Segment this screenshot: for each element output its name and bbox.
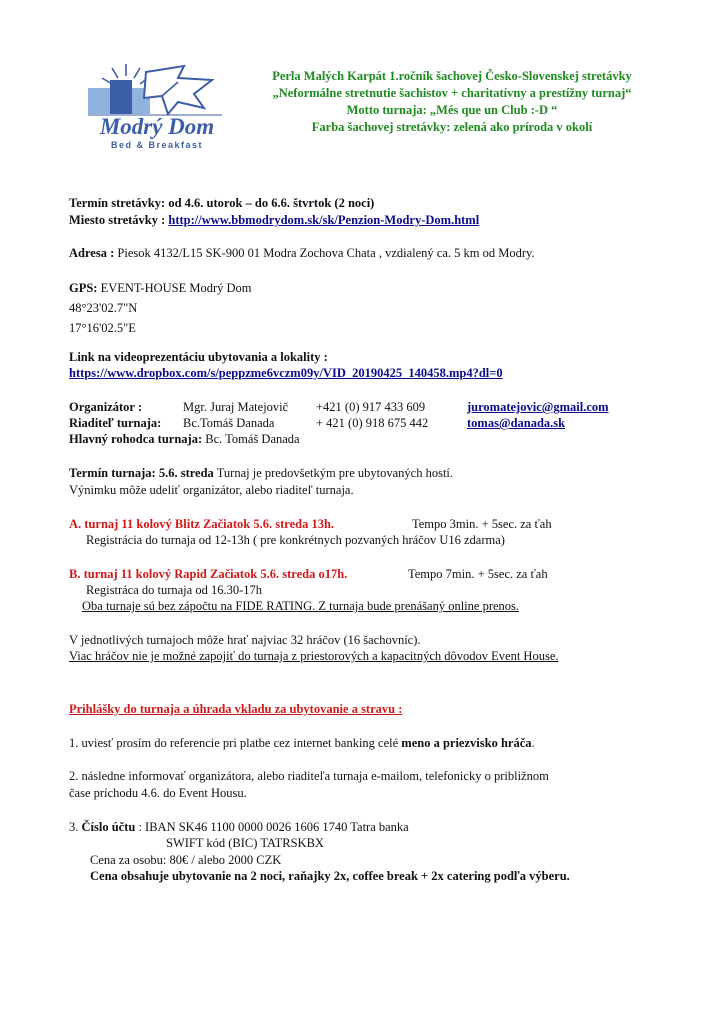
director-email[interactable]: tomas@danada.sk [467, 416, 566, 430]
place-link[interactable]: http://www.bbmodrydom.sk/sk/Penzion-Modry-Dom.html [168, 213, 480, 227]
tournament-term-label: Termín turnaja: [69, 466, 156, 480]
registration-step-2-line-1: 2. následne informovať organizátora, alebo riaditeľa turnaja e-mailom, telefonicky o približnom [69, 769, 549, 783]
organizer-phone: +421 (0) 917 433 609 [316, 400, 426, 414]
tournament-b-line [69, 567, 347, 582]
address-line [69, 246, 535, 261]
header-line-1: Perla Malých Karpát 1.ročník šachovej Česko-Slovenskej stretávky [272, 69, 632, 83]
logo-tagline: Bed & Breakfast [110, 140, 204, 150]
tournament-a-line [69, 517, 334, 532]
address-value: Piesok 4132/L15 SK-900 01 Modra Zochova Chata , vzdialený ca. 5 km od Modry. [114, 246, 535, 260]
step-1-text: 1. uviesť prosím do referencie pri platbe cez internet banking celé [69, 736, 402, 750]
capacity-line-1: V jednotlivých turnajoch môže hrať najviac 32 hráčov (16 šachovníc). [69, 633, 421, 647]
header [232, 68, 672, 136]
header-line-2: „Neformálne stretnutie šachistov + charitatívny a prestížny turnaj“ [272, 86, 632, 100]
capacity-line-2: Viac hráčov nie je možné zapojiť do turnaja z priestorových a kapacitných dôvodov Event House. [69, 649, 559, 663]
logo [86, 58, 226, 154]
step-3-label: Číslo účtu [81, 820, 136, 834]
registration-heading: Prihlášky do turnaja a úhrada vkladu za ubytovanie a stravu : [69, 702, 403, 716]
director-label: Riaditeľ turnaja: [69, 416, 162, 430]
registration-step-2-line-2: čase príchodu 4.6. do Event Housu. [69, 786, 247, 800]
arbiter-line [69, 432, 300, 447]
tournament-b-tempo: Tempo 7min. + 5sec. za ťah [408, 567, 548, 581]
tournament-term-line [69, 466, 453, 481]
tournament-term-note2: Výnimku môže udeliť organizátor, alebo riaditeľ turnaja. [69, 483, 354, 497]
registration-step-1 [69, 736, 535, 751]
step-3-iban: : IBAN SK46 1100 0000 0026 1606 1740 Tatra banka [135, 820, 409, 834]
header-line-4: Farba šachovej stretávky: zelená ako príroda v okolí [311, 120, 593, 134]
director-name: Bc.Tomáš Danada [183, 416, 275, 430]
arbiter-label: Hlavný rohodca turnaja: [69, 432, 203, 446]
tournament-b-note: Oba turnaje sú bez zápočtu na FIDE RATING. Z turnaja bude prenášaný online prenos. [82, 599, 520, 613]
organizer-label: Organizátor : [69, 400, 143, 414]
term-value: od 4.6. utorok – do 6.6. štvrtok (2 noci) [165, 196, 375, 210]
tournament-b-title: B. turnaj 11 kolový Rapid Začiatok 5.6. streda o17h. [69, 567, 348, 581]
organizer-name: Mgr. Juraj Matejovič [183, 400, 289, 414]
tournament-b-registration: Registráca do turnaja od 16.30-17h [86, 583, 262, 597]
logo-name: Modrý Dom [99, 114, 215, 139]
organizer-email[interactable]: juromatejovic@gmail.com [467, 400, 609, 414]
tournament-a-title: A. turnaj 11 kolový Blitz Začiatok 5.6. streda 13h. [69, 517, 335, 531]
step-3-num: 3. [69, 820, 82, 834]
tournament-a-tempo: Tempo 3min. + 5sec. za ťah [412, 517, 552, 531]
price-includes: Cena obsahuje ubytovanie na 2 noci, raňajky 2x, coffee break + 2x catering podľa výberu. [90, 869, 570, 883]
header-line-3: Motto turnaja: „Més que un Club :-D “ [346, 103, 558, 117]
tournament-term-value: 5.6. streda [155, 466, 214, 480]
video-label: Link na videoprezentáciu ubytovania a lokality : [69, 350, 328, 364]
place-line [69, 213, 479, 228]
gps-lon: 17°16'02.5"E [69, 321, 136, 335]
gps-lat: 48°23'02.7"N [69, 301, 138, 315]
tournament-term-note: Turnaj je predovšetkým pre ubytovaných hostí. [213, 466, 454, 480]
arbiter-name: Bc. Tomáš Danada [202, 432, 300, 446]
gps-line [69, 281, 252, 296]
term-label: Termín stretávky: [69, 196, 166, 210]
gps-value: EVENT-HOUSE Modrý Dom [97, 281, 252, 295]
gps-label: GPS: [69, 281, 98, 295]
price: Cena za osobu: 80€ / alebo 2000 CZK [90, 853, 282, 867]
step-3-swift: SWIFT kód (BIC) TATRSKBX [166, 836, 324, 850]
step-1-end: . [531, 736, 535, 750]
registration-step-3 [69, 820, 409, 835]
director-phone: + 421 (0) 918 675 442 [316, 416, 429, 430]
address-label: Adresa : [69, 246, 115, 260]
video-link[interactable]: https://www.dropbox.com/s/peppzme6vczm09y/VID_20190425_140458.mp4?dl=0 [69, 366, 503, 380]
term-line [69, 196, 374, 211]
tournament-a-registration: Registrácia do turnaja od 12-13h ( pre konkrétnych pozvaných hráčov U16 zdarma) [86, 533, 505, 547]
place-label: Miesto stretávky : [69, 213, 166, 227]
step-1-bold: meno a priezvisko hráča [401, 736, 532, 750]
